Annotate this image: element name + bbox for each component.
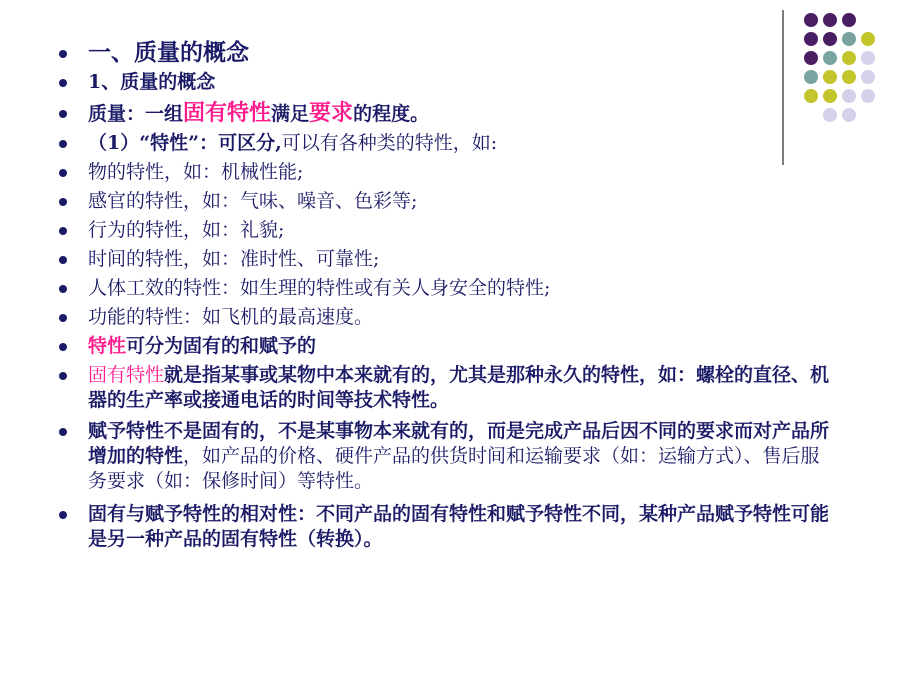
list-item-text: 物的特性，如：机械性能; bbox=[88, 161, 304, 183]
assigned-text-normal: ，如产品的价格、硬件产品的供货时间和运输要求（如：运输方式）、售后服务要求（如：保修时间）等特性。 bbox=[88, 445, 820, 492]
decorative-dot bbox=[842, 108, 856, 122]
definition-part: 质量：一组 bbox=[88, 103, 184, 125]
list-item bbox=[58, 160, 838, 185]
decorative-dot bbox=[842, 13, 856, 27]
characteristic-desc: 可以有各种类的特性，如: bbox=[281, 132, 498, 154]
decorative-dot bbox=[842, 89, 856, 103]
bullet-icon bbox=[59, 343, 67, 351]
decorative-dot bbox=[842, 51, 856, 65]
definition-part: 满足 bbox=[271, 103, 310, 125]
decorative-dot bbox=[861, 51, 875, 65]
bullet-icon bbox=[59, 372, 67, 380]
list-item-text: 功能的特性：如飞机的最高速度。 bbox=[88, 306, 374, 328]
list-item-text: 时间的特性，如：准时性、可靠性; bbox=[88, 248, 380, 270]
heading-text: 一、质量的概念 bbox=[88, 39, 249, 66]
highlight-characteristics: 特性 bbox=[88, 335, 127, 357]
bullet-icon bbox=[59, 140, 67, 148]
assigned-text-bold: 赋予特性不是固有的，不是某事物本来就有的，而是完成产品后因不同的要求而对产品所增加的特性 bbox=[88, 420, 830, 467]
heading-quality-concept bbox=[58, 36, 838, 70]
highlight-requirements: 要求 bbox=[309, 100, 354, 126]
decorative-dot bbox=[842, 70, 856, 84]
definition-part: 的程度。 bbox=[353, 103, 430, 125]
list-item bbox=[58, 247, 838, 272]
bullet-icon bbox=[59, 79, 67, 87]
decorative-dot bbox=[804, 13, 818, 27]
slide-content bbox=[58, 36, 838, 552]
highlight-inherent-characteristics: 固有特性 bbox=[183, 100, 272, 126]
decorative-dot bbox=[861, 32, 875, 46]
inherent-characteristics-paragraph bbox=[58, 363, 838, 413]
assigned-characteristics-paragraph bbox=[58, 419, 838, 494]
list-item-text: 行为的特性，如：礼貌; bbox=[88, 219, 285, 241]
highlight-inherent-characteristics: 固有特性 bbox=[88, 364, 165, 386]
bullet-icon bbox=[59, 198, 67, 206]
subheading-text: 1、质量的概念 bbox=[88, 71, 216, 93]
relativity-paragraph bbox=[58, 502, 838, 552]
decorative-dot bbox=[842, 32, 856, 46]
bullet-icon bbox=[59, 169, 67, 177]
bullet-icon bbox=[59, 256, 67, 264]
subheading-quality-concept bbox=[58, 70, 838, 95]
characteristic-title: （1）“特性”：可区分, bbox=[88, 132, 282, 154]
list-item bbox=[58, 218, 838, 243]
list-item bbox=[58, 305, 838, 330]
bullet-icon bbox=[59, 227, 67, 235]
classification-line bbox=[58, 334, 838, 359]
classification-text: 可分为固有的和赋予的 bbox=[126, 335, 317, 357]
bullet-icon bbox=[59, 110, 67, 118]
list-item bbox=[58, 276, 838, 301]
inherent-text: 就是指某事或某物中本来就有的，尤其是那种永久的特性，如：螺栓的直径、机器的生产率或接通电话的时间等技术特性。 bbox=[88, 364, 830, 411]
bullet-icon bbox=[59, 428, 67, 436]
definition-line bbox=[58, 101, 838, 127]
bullet-icon bbox=[59, 285, 67, 293]
list-item-text: 人体工效的特性：如生理的特性或有关人身安全的特性; bbox=[88, 277, 551, 299]
relativity-text: 固有与赋予特性的相对性：不同产品的固有特性和赋予特性不同，某种产品赋予特性可能是另一种产品的固有特性（转换）。 bbox=[88, 503, 830, 550]
decorative-dot bbox=[861, 70, 875, 84]
bullet-icon bbox=[59, 50, 67, 58]
characteristic-line bbox=[58, 131, 838, 156]
list-item bbox=[58, 189, 838, 214]
bullet-icon bbox=[59, 314, 67, 322]
list-item-text: 感官的特性，如：气味、噪音、色彩等; bbox=[88, 190, 418, 212]
decorative-dot bbox=[861, 89, 875, 103]
decorative-dot bbox=[823, 13, 837, 27]
bullet-icon bbox=[59, 511, 67, 519]
